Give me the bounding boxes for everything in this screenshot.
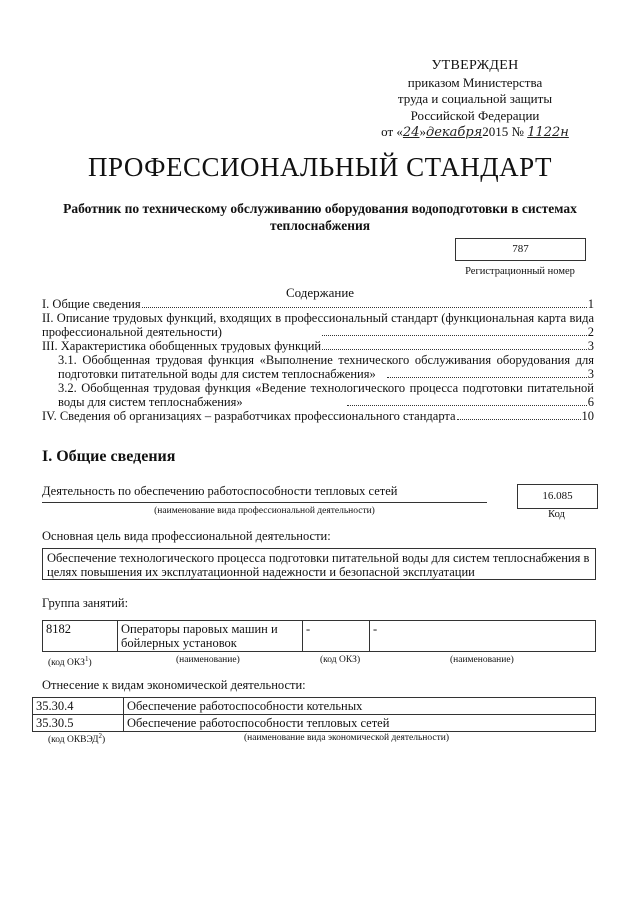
okved-code-cell: 35.30.4	[33, 698, 124, 715]
toc-item[interactable]	[42, 297, 594, 311]
group-caption-code-2: (код ОКЗ)	[320, 655, 361, 665]
group-caption-code	[48, 655, 92, 668]
occupation-group-table	[42, 620, 596, 652]
toc-item[interactable]	[42, 409, 594, 423]
group-caption-name-2: (наименование)	[450, 655, 514, 665]
table-row	[33, 698, 596, 715]
toc-item-page: 3	[587, 339, 594, 353]
date-year: 2015 №	[482, 124, 524, 139]
approval-date	[375, 124, 575, 142]
date-prefix: от «	[381, 124, 403, 139]
toc-item-text: IV. Сведения об организациях – разработчиках профессионального стандарта	[42, 409, 456, 423]
table-row	[43, 621, 596, 652]
caption-text: )	[88, 658, 92, 669]
okz-name-cell: Операторы паровых машин и бойлерных установок	[118, 621, 303, 652]
approval-line: приказом Министерства	[407, 74, 543, 90]
toc-leader	[457, 419, 581, 420]
okz-name-cell-2: -	[370, 621, 596, 652]
activity-name: Деятельность по обеспечению работоспособности тепловых сетей	[42, 484, 398, 498]
document-title: ПРОФЕССИОНАЛЬНЫЙ СТАНДАРТ	[87, 152, 553, 182]
toc-item-page: 3	[587, 367, 594, 381]
toc-heading: Содержание	[285, 285, 355, 300]
group-caption-name: (наименование)	[176, 655, 240, 665]
approval-line: труда и социальной защиты	[397, 91, 553, 106]
handwritten-number: 1122н	[527, 125, 569, 140]
okved-name-cell: Обеспечение работоспособности котельных	[124, 698, 596, 715]
goal-box: Обеспечение технологического процесса подготовки питательной воды для систем теплоснабжения в целях повышения их эксплуатационной надежности и безопасной эксплуатации	[42, 548, 596, 580]
approval-block	[375, 58, 575, 142]
code-caption: Код	[548, 509, 565, 520]
toc-item-page: 2	[587, 325, 594, 339]
toc-item-page: 1	[587, 297, 594, 311]
econ-caption-name: (наименование вида экономической деятельности)	[244, 733, 449, 743]
table-of-contents	[42, 297, 594, 423]
toc-item-text: 3.2. Обобщенная трудовая функция «Ведение технологического процесса подготовки питательной воды для систем теплоснабжения»	[58, 381, 594, 409]
activity-underline	[42, 502, 487, 503]
document-subtitle: Работник по техническому обслуживанию оборудования водоподготовки в системах теплоснабжения	[63, 201, 577, 233]
toc-item-page: 6	[587, 395, 594, 409]
toc-leader	[322, 349, 587, 350]
toc-item-text: III. Характеристика обобщенных трудовых функций	[42, 339, 322, 353]
toc-leader	[347, 405, 587, 406]
toc-item-page: 10	[581, 409, 594, 423]
toc-item-text: II. Описание трудовых функций, входящих в профессиональный стандарт (функциональная карта вида профессиональной деятельности)	[42, 311, 594, 339]
date-mid: »	[419, 124, 426, 139]
econ-label: Отнесение к видам экономической деятельности:	[42, 678, 306, 692]
caption-text: (код ОКЗ	[48, 658, 85, 669]
toc-leader	[322, 335, 587, 336]
economic-activity-table	[32, 697, 596, 732]
toc-item-text: I. Общие сведения	[42, 297, 141, 311]
approval-line: Российской Федерации	[410, 107, 540, 123]
toc-leader	[387, 377, 587, 378]
okved-name-cell: Обеспечение работоспособности тепловых сетей	[124, 715, 596, 732]
activity-code-box: 16.085	[517, 484, 598, 509]
footnote-mark: 1	[84, 655, 89, 663]
okved-code-cell: 35.30.5	[33, 715, 124, 732]
toc-item[interactable]	[42, 339, 594, 353]
handwritten-month: декабря	[425, 125, 483, 140]
okz-code-cell-2: -	[303, 621, 370, 652]
handwritten-day: 24	[402, 125, 420, 140]
okz-code-cell: 8182	[43, 621, 118, 652]
table-row	[33, 715, 596, 732]
registration-number-box: 787	[455, 238, 586, 261]
registration-label: Регистрационный номер	[465, 266, 575, 277]
toc-item-text: 3.1. Обобщенная трудовая функция «Выполнение технического обслуживания оборудования для подготовки питательной воды для систем теплоснабжения»	[58, 353, 594, 381]
caption-text: )	[101, 735, 106, 746]
group-label: Группа занятий:	[42, 596, 129, 610]
econ-caption-code	[48, 732, 105, 745]
goal-label: Основная цель вида профессиональной деятельности:	[42, 529, 331, 543]
approval-heading: УТВЕРЖДЕН	[431, 58, 519, 73]
toc-leader	[142, 307, 587, 308]
section-title: I. Общие сведения	[42, 448, 176, 465]
activity-caption: (наименование вида профессиональной деятельности)	[154, 506, 375, 516]
caption-text: (код ОКВЭД	[48, 735, 99, 746]
footnote-mark: 2	[98, 732, 102, 740]
